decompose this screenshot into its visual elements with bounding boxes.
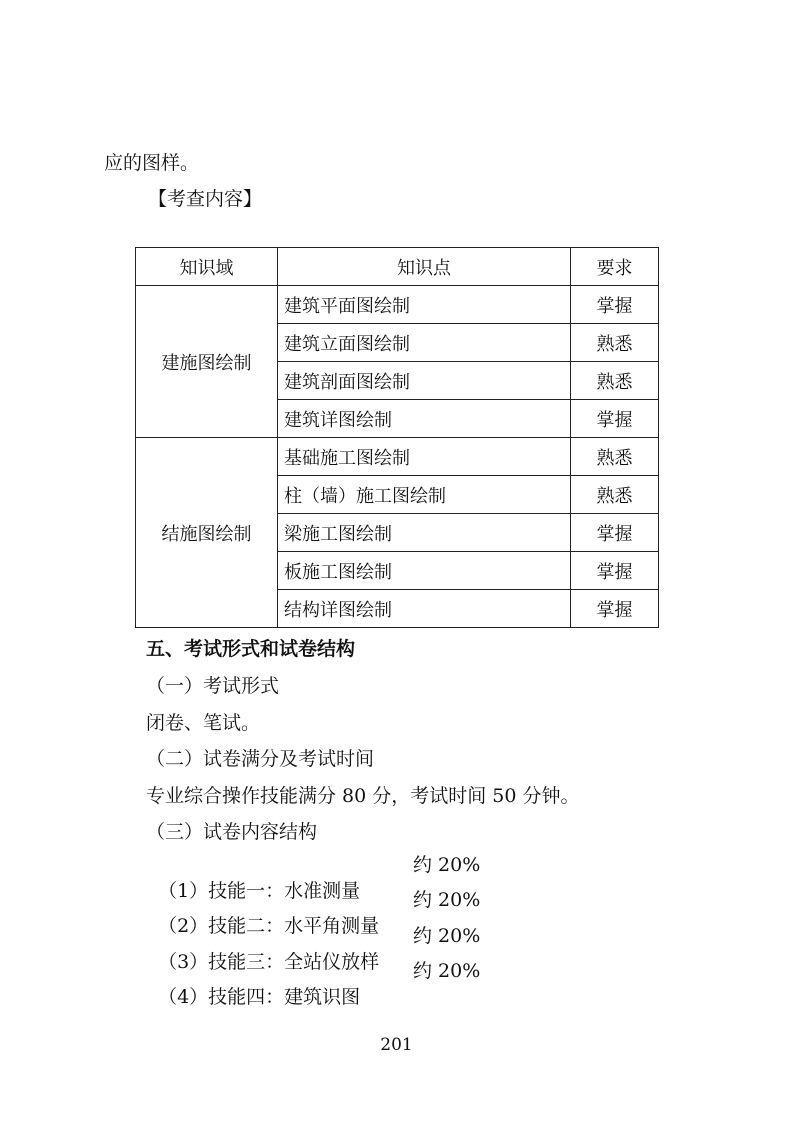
- item-label: （3）技能三：全站仪放样: [158, 951, 380, 973]
- point-cell: 基础施工图绘制: [278, 438, 571, 476]
- requirement-cell: 熟悉: [571, 438, 659, 476]
- point-cell: 建筑详图绘制: [278, 400, 571, 438]
- requirement-cell: 熟悉: [571, 324, 659, 362]
- item-percent: 约 20%: [413, 889, 481, 911]
- point-cell: 建筑立面图绘制: [278, 324, 571, 362]
- paragraph: 闭卷、笔试。: [146, 712, 261, 734]
- list-item: [146, 958, 360, 1010]
- chapter-title: 五、考试形式和试卷结构: [146, 638, 356, 660]
- knowledge-table: [135, 247, 659, 628]
- subsection-title: （一）考试形式: [146, 675, 280, 697]
- paragraph: 专业综合操作技能满分 80 分，考试时间 50 分钟。: [146, 785, 580, 807]
- requirement-cell: 掌握: [571, 286, 659, 324]
- header-requirement: 要求: [571, 248, 659, 286]
- requirement-cell: 熟悉: [571, 476, 659, 514]
- requirement-cell: 掌握: [571, 400, 659, 438]
- item-percent: 约 20%: [413, 925, 481, 947]
- table-row: [136, 438, 659, 476]
- domain-cell: 建施图绘制: [136, 286, 278, 438]
- point-cell: 梁施工图绘制: [278, 514, 571, 552]
- table-row: [136, 286, 659, 324]
- section-heading: 【考查内容】: [148, 188, 263, 210]
- item-label: （4）技能四：建筑识图: [158, 986, 361, 1008]
- point-cell: 建筑平面图绘制: [278, 286, 571, 324]
- item-percent: 约 20%: [413, 854, 481, 876]
- point-cell: 建筑剖面图绘制: [278, 362, 571, 400]
- item-percent: 约 20%: [413, 960, 481, 982]
- domain-cell: 结施图绘制: [136, 438, 278, 628]
- table-header-row: [136, 248, 659, 286]
- continuation-text: 应的图样。: [104, 152, 200, 174]
- point-cell: 结构详图绘制: [278, 590, 571, 628]
- point-cell: 柱（墙）施工图绘制: [278, 476, 571, 514]
- header-domain: 知识域: [136, 248, 278, 286]
- requirement-cell: 掌握: [571, 590, 659, 628]
- requirement-cell: 掌握: [571, 514, 659, 552]
- item-label: （2）技能二：水平角测量: [158, 915, 380, 937]
- page-number: 201: [380, 1035, 413, 1055]
- point-cell: 板施工图绘制: [278, 552, 571, 590]
- subsection-title: （三）试卷内容结构: [146, 821, 318, 843]
- requirement-cell: 掌握: [571, 552, 659, 590]
- header-point: 知识点: [278, 248, 571, 286]
- requirement-cell: 熟悉: [571, 362, 659, 400]
- subsection-title: （二）试卷满分及考试时间: [146, 748, 375, 770]
- item-label: （1）技能一：水准测量: [158, 880, 361, 902]
